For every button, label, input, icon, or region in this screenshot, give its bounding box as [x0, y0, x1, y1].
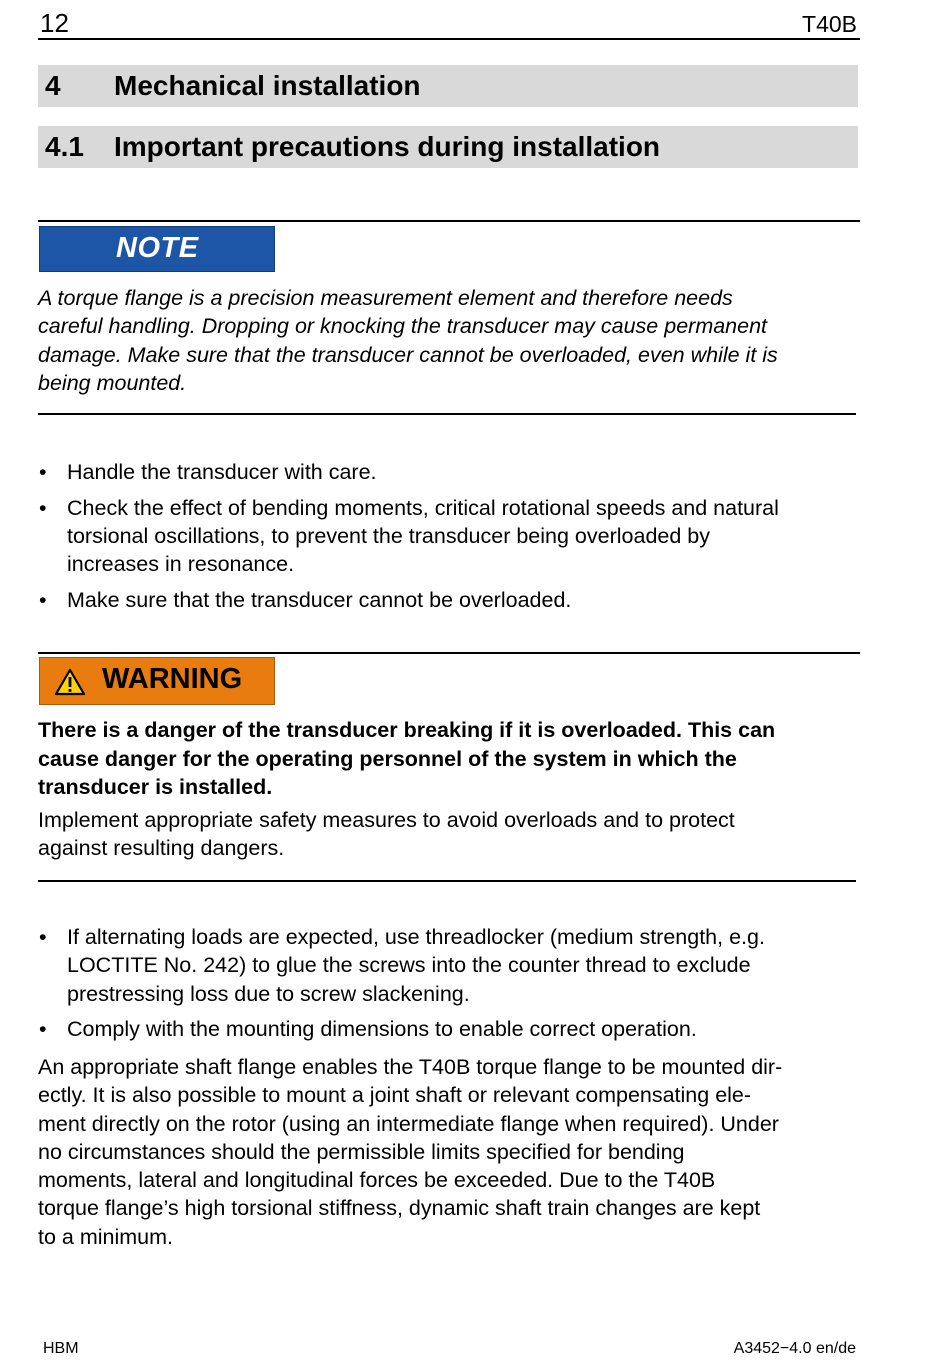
note-line: being mounted.: [38, 370, 187, 395]
page-number: 12: [40, 8, 69, 38]
warning-bold-line: transducer is installed.: [38, 775, 273, 800]
section-title: Mechanical installation: [114, 70, 421, 101]
paragraph-line: torque flange’s high torsional stiffness, dynamic shaft train changes are kept: [38, 1196, 761, 1221]
paragraph-line: no circumstances should the permissible limits specified for bending: [38, 1139, 685, 1164]
bullet-icon: •: [39, 1017, 47, 1042]
list-item-line: Check the effect of bending moments, critical rotational speeds and natural: [67, 495, 779, 520]
note-line: damage. Make sure that the transducer cannot be overloaded, even while it is: [38, 342, 778, 367]
footer-publisher: HBM: [43, 1340, 79, 1357]
subsection-heading: [38, 126, 858, 168]
note-line: A torque flange is a precision measurement element and therefore needs: [38, 286, 733, 310]
list-item: [38, 458, 860, 486]
list-item: [38, 494, 860, 579]
section-number: 4: [45, 70, 61, 101]
list-item-line: prestressing loss due to screw slackening.: [67, 981, 470, 1006]
page-header: [38, 8, 860, 38]
list-item-line: increases in resonance.: [67, 552, 295, 577]
note-top-rule: [38, 220, 860, 222]
warning-top-rule: [38, 652, 860, 654]
list-item: [38, 1015, 860, 1043]
subsection-title: Important precautions during installation: [114, 131, 661, 162]
warning-text-line: against resulting dangers.: [38, 836, 285, 861]
warning-bottom-rule: [38, 880, 856, 882]
list-item-line: If alternating loads are expected, use threadlocker (medium strength, e.g.: [67, 925, 765, 949]
list-item-line: LOCTITE No. 242) to glue the screws into the counter thread to exclude: [67, 953, 751, 978]
body-paragraph: [38, 1053, 860, 1251]
footer-doc-number: A3452−4.0 en/de: [733, 1340, 856, 1357]
note-line: careful handling. Dropping or knocking the transducer may cause permanent: [38, 314, 768, 339]
list-item: [38, 586, 860, 614]
document-code: T40B: [802, 11, 857, 37]
warning-bold-line: There is a danger of the transducer breaking if it is overloaded. This can: [38, 718, 776, 742]
paragraph-line: moments, lateral and longitudinal forces be exceeded. Due to the T40B: [38, 1168, 716, 1193]
warning-text-line: Implement appropriate safety measures to avoid overloads and to protect: [38, 808, 735, 832]
warning-bold-line: cause danger for the operating personnel of the system in which the: [38, 746, 737, 771]
paragraph-line: An appropriate shaft flange enables the T40B torque flange to be mounted dir-: [38, 1055, 783, 1079]
list-item-line: Handle the transducer with care.: [67, 460, 377, 484]
note-label: NOTE: [116, 232, 199, 264]
section-heading: [38, 65, 858, 107]
warning-bold-text: [38, 716, 860, 802]
warning-triangle-icon: [54, 668, 86, 696]
warning-label-box: [39, 657, 275, 705]
warning-text: [38, 806, 860, 863]
warning-label: WARNING: [102, 663, 243, 695]
paragraph-line: to a minimum.: [38, 1224, 174, 1249]
subsection-number: 4.1: [45, 131, 84, 162]
header-rule: [38, 38, 860, 40]
document-page: [38, 0, 860, 1369]
note-bottom-rule: [38, 413, 856, 415]
mounting-list: [38, 923, 860, 1051]
list-item-line: torsional oscillations, to prevent the transducer being overloaded by: [67, 524, 710, 549]
bullet-icon: •: [39, 588, 47, 613]
list-item: [38, 923, 860, 1008]
note-label-box: [39, 226, 275, 272]
note-text: [38, 284, 860, 397]
bullet-icon: •: [39, 460, 47, 484]
precautions-list: [38, 458, 860, 622]
paragraph-line: ectly. It is also possible to mount a joint shaft or relevant compensating ele-: [38, 1083, 752, 1108]
paragraph-line: ment directly on the rotor (using an intermediate flange when required). Under: [38, 1111, 779, 1136]
list-item-line: Comply with the mounting dimensions to enable correct operation.: [67, 1017, 697, 1042]
list-item-line: Make sure that the transducer cannot be overloaded.: [67, 588, 572, 613]
bullet-icon: •: [39, 925, 47, 949]
bullet-icon: •: [39, 495, 47, 520]
